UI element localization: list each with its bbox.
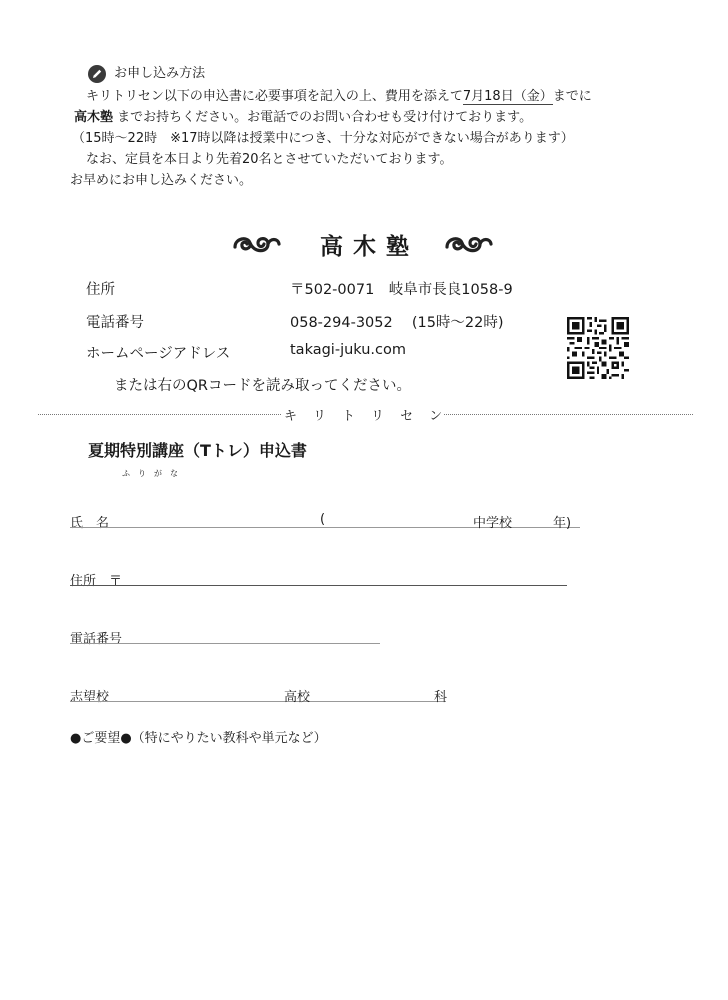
cut-char: ト	[342, 409, 356, 424]
qr-code-icon[interactable]	[567, 317, 629, 379]
swirl-ornament-left	[232, 233, 282, 255]
swirl-ornament-right	[444, 233, 494, 255]
wish-school-label: 志望校	[70, 690, 110, 705]
form-address-label: 住所 〒	[70, 574, 123, 589]
deadline-date: 7月18日（金）	[462, 89, 553, 104]
website-label: ホームページアドレス	[86, 346, 231, 362]
highschool-label: 高校	[284, 690, 311, 705]
form-title: 夏期特別講座（Tトレ）申込書	[88, 441, 307, 460]
qr-note: または右のQRコードを読み取ってください。	[114, 378, 411, 394]
wish-school-field[interactable]	[70, 701, 446, 702]
apply-line-2-text: までお持ちください。お電話でのお問い合わせも受け付けております。	[117, 110, 533, 125]
cut-char: キ	[284, 409, 298, 424]
apply-line-3: （15時～22時 ※17時以降は授業中につき、十分な対応ができない場合があります）	[72, 131, 574, 146]
furigana-label: ふ り が な	[122, 469, 178, 478]
cut-char: リ	[313, 409, 327, 424]
apply-line-2	[74, 106, 532, 125]
address-field[interactable]	[70, 585, 567, 586]
requests-field[interactable]	[70, 752, 670, 952]
department-label: 科	[434, 690, 448, 705]
pencil-icon	[88, 65, 106, 83]
phone-label: 電話番号	[86, 315, 144, 331]
apply-line-1	[86, 85, 592, 104]
phone-value: 058-294-3052 (15時～22時)	[290, 315, 504, 331]
phone-field[interactable]	[70, 643, 380, 644]
address-value: 〒502-0071 岐阜市長良1058-9	[290, 282, 513, 298]
apply-heading-row	[88, 62, 205, 83]
cut-char: リ	[371, 409, 385, 424]
middle-school-label: 中学校	[473, 516, 513, 531]
apply-line-1-suffix: までに	[552, 89, 592, 104]
address-label: 住所	[86, 282, 115, 298]
juku-name-inline: 高木塾	[74, 110, 114, 125]
grade-label: 年)	[553, 516, 572, 531]
name-label: 氏 名	[70, 516, 110, 531]
apply-line-1-text: キリトリセン以下の申込書に必要事項を記入の上、費用を添えて	[86, 89, 463, 104]
apply-line-5: お早めにお申し込みください。	[70, 173, 253, 188]
juku-title: 高 木 塾	[320, 234, 411, 260]
form-phone-label: 電話番号	[70, 632, 123, 647]
apply-line-4: なお、定員を本日より先着20名とさせていただいております。	[86, 152, 453, 167]
requests-label: ●ご要望●（特にやりたい教科や単元など）	[70, 731, 327, 746]
cut-char: セ	[400, 409, 414, 424]
cut-line-label	[282, 405, 444, 424]
website-value[interactable]: takagi-juku.com	[290, 342, 406, 358]
cut-char: ン	[429, 409, 443, 424]
apply-heading: お申し込み方法	[114, 66, 206, 81]
paren-open: (	[320, 512, 326, 527]
